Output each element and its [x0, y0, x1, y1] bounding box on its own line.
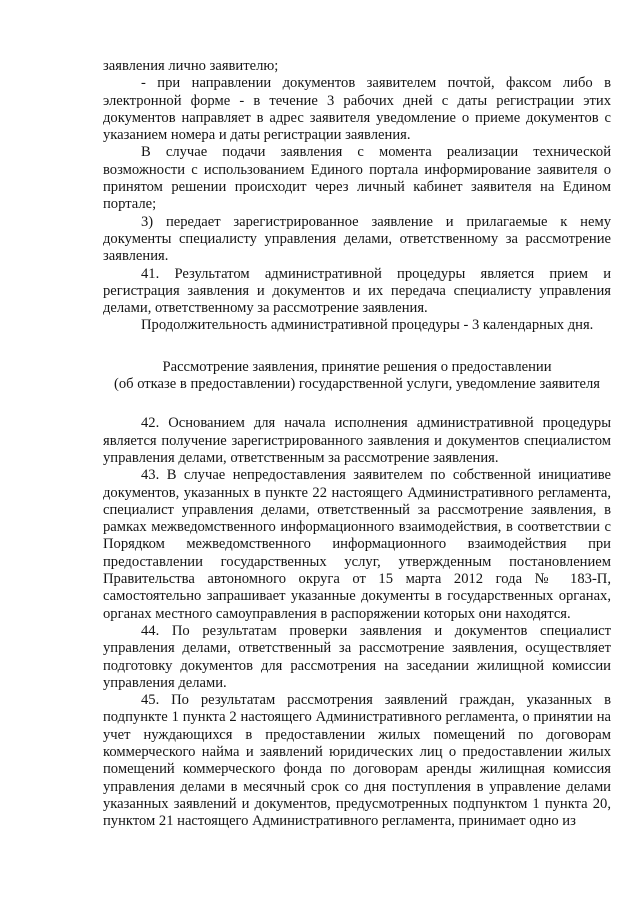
paragraph-item-3: 3) передает зарегистрированное заявление и прилагаемые к нему документы специалисту управления делами, ответственному за рассмотрение заявления.	[103, 213, 611, 265]
paragraph-41: 41. Результатом административной процедуры является прием и регистрация заявления и документов и их передача специалисту управления делами, ответственному за рассмотрение заявления.	[103, 265, 611, 317]
section-heading-line-1: Рассмотрение заявления, принятие решения о предоставлении	[162, 358, 552, 375]
section-heading-line-2: (об отказе в предоставлении) государственной услуги, уведомление заявителя	[113, 376, 601, 393]
paragraph-mail-fax-item: - при направлении документов заявителем почтой, факсом либо в электронной форме - в течение 3 рабочих дней с даты регистрации этих документов направляет в адрес заявителя уведомление о приеме документов с указанием номера и даты регистрации заявления.	[103, 75, 611, 144]
paragraph-42: 42. Основанием для начала исполнения административной процедуры является получение зарегистрированного заявления и документов специалистом управления делами, ответственным за рассмотрение заявления.	[103, 415, 611, 466]
paragraph-continuation: заявления лично заявителю;	[103, 58, 279, 74]
document-body	[103, 58, 611, 830]
paragraph-duration: Продолжительность административной процедуры - 3 календарных дня.	[141, 317, 594, 334]
paragraph-44: 44. По результатам проверки заявления и документов специалист управления делами, ответственный за рассмотрение заявления, осуществляет подготовку документов для рассмотрения на заседании жилищной комиссии управления делами.	[103, 622, 611, 691]
paragraph-portal-notice: В случае подачи заявления с момента реализации технической возможности с использованием Единого портала информирование заявителя о принятом решении происходит через личный кабинет заявителя на Едином портале;	[103, 144, 611, 213]
paragraph-43: 43. В случае непредоставления заявителем по собственной инициативе документов, указанных в пункте 22 настоящего Административного регламента, специалист управления делами, ответственный за рассмотрение заявления, в рамках межведомственного информационного взаимодействия, в соответствии с Порядком межведомственного информационного взаимодействия при предоставлении государственных услуг, утвержденным постановлением Правительства автономного округа от 15 марта 2012 года № 183-П, самостоятельно запрашивает указанные документы в государственных органах, органах местного самоуправления в распоряжении которых они находятся.	[103, 467, 611, 622]
paragraph-45: 45. По результатам рассмотрения заявлений граждан, указанных в подпункте 1 пункта 2 настоящего Административного регламента, о принятии на учет нуждающихся в предоставлении жилых помещений по договорам коммерческого найма и заявлений юридических лиц о предоставлении жилых помещений коммерческого фонда по договорам аренды жилищная комиссия управления делами в месячный срок со дня поступления в управление делами указанных заявлений и документов, предусмотренных подпунктом 1 пункта 20, пунктом 21 настоящего Административного регламента, принимает одно из	[103, 692, 611, 830]
